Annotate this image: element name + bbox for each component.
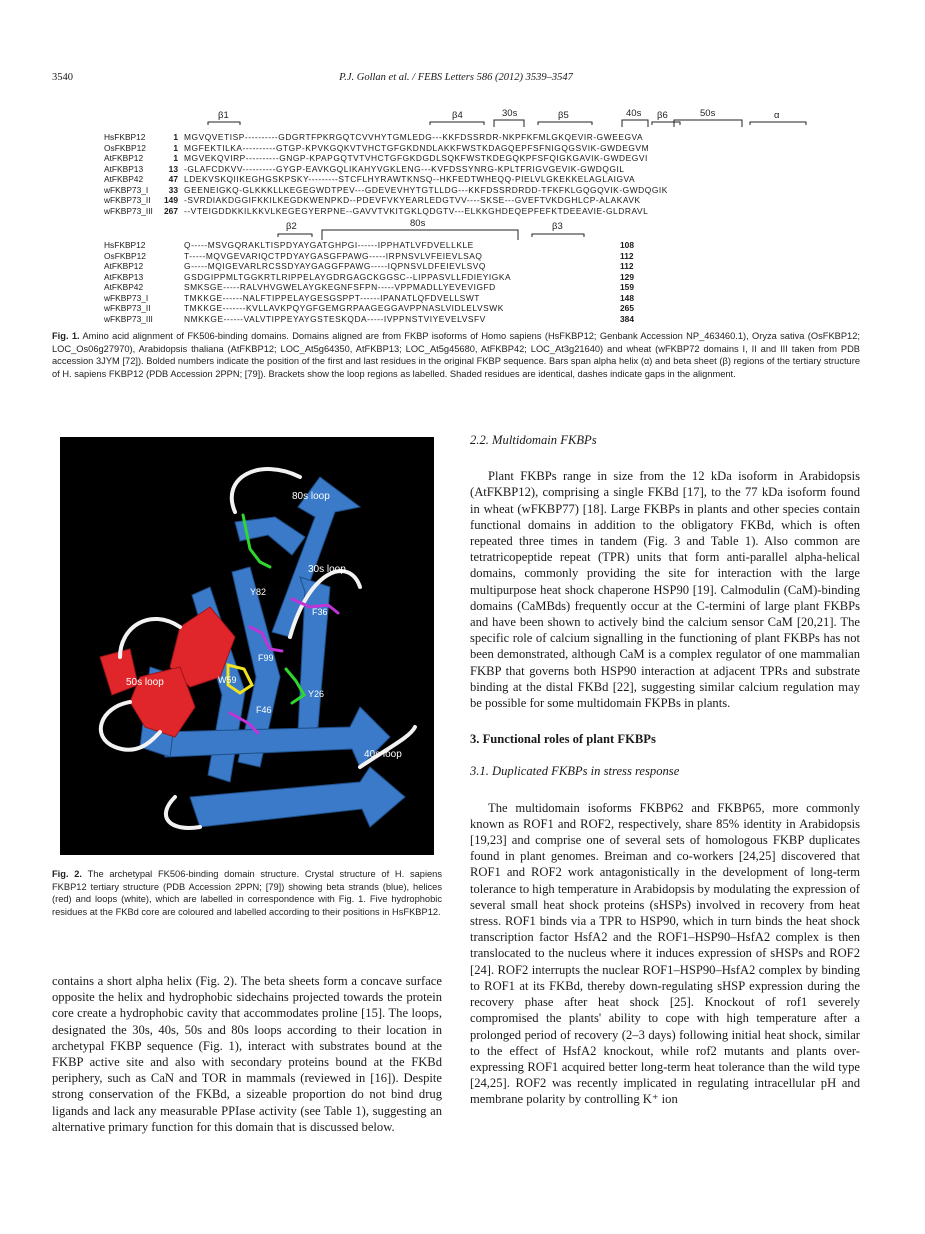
running-header xyxy=(52,72,860,86)
label-f46: F46 xyxy=(256,705,272,715)
beta5-bar xyxy=(538,122,592,125)
label-beta3: β3 xyxy=(552,221,563,232)
right-column-text xyxy=(470,432,860,1108)
label-80s-loop: 80s loop xyxy=(292,491,330,502)
label-80s: 80s xyxy=(410,218,426,229)
figure-2-structure xyxy=(60,437,434,855)
paragraph-helix: contains a short alpha helix (Fig. 2). The beta sheets form a concave surface opposite the helix and hydrophobic sidechains projected towards the protein core create a hydrophobic cavity that accommodates proline [15]. The loops, designated the 30s, 40s, 50s and 80s loops according to their location in archetypal FKBP sequence (Fig. 1), interact with substrates bound at the FKBP active site and also with secondary proteins bound at the FKBd periphery, such as CaN and TOR in mammals (reviewed in [16]). Despite strong conservation of the FKBd, a sizeable proportion do not bind drug ligands and lack any measurable PPIase activity (see Table 1), suggesting an alternative primary function for this domain that is discussed below. xyxy=(52,974,442,1134)
loop80-bracket xyxy=(322,230,518,240)
label-beta1: β1 xyxy=(218,110,229,121)
section-2-2-heading: 2.2. Multidomain FKBPs xyxy=(470,433,597,447)
figure-2-caption: Fig. 2. The archetypal FK506-binding domain structure. Crystal structure of H. sapiens FKBP12 tertiary structure (PDB Accession 2PPN; [79]) showing beta strands (blue), helices (red) and loops (white), which are labelled in correspondence with Fig. 1. Five hydrophobic residues at the FKBd core are coloured and labelled according to their positions in HsFKBP12. xyxy=(52,869,442,917)
label-40s-loop: 40s loop xyxy=(364,749,402,760)
label-y82: Y82 xyxy=(250,587,267,597)
beta2-bar xyxy=(278,234,312,237)
beta1-bar xyxy=(208,122,240,125)
alpha-bar xyxy=(750,122,806,125)
section-3-heading: 3. Functional roles of plant FKBPs xyxy=(470,732,656,747)
loop30-bracket xyxy=(494,120,524,127)
beta6-bar xyxy=(652,122,680,125)
loop40-bracket xyxy=(622,120,648,127)
beta-strand xyxy=(160,707,390,767)
label-30s-loop: 30s loop xyxy=(308,564,346,575)
left-column-text xyxy=(52,973,442,1135)
label-30s: 30s xyxy=(502,108,518,119)
label-beta5: β5 xyxy=(558,110,569,121)
label-50s: 50s xyxy=(700,108,716,119)
paragraph-multidomain: Plant FKBPs range in size from the 12 kDa isoform in Arabidopsis (AtFKBP12), comprising a single FKBd [17], to the 77 kDa isoform found in wheat (wFKBP77) [18]. Large FKBPs in plants and other species contain functional domains in addition to the obligatory FKBd, which is often repeated three times in tandem (Fig. 3 and Table 1). Also common are tetratricopeptide repeat (TPR) units that form anti-parallel alpha-helical domains, commonly providing the site for interaction with the large multipurpose heat shock chaperone HSP90 [19]. Calmodulin (CaM)-binding domains (CaMBds) frequently occur at the C-termini of large plant FKBPs and have been shown to actively bind the calcium sensor CaM [20,21]. The specific role of calcium signalling in the functioning of plant FKBPs has not been demonstrated, although CaM is a complex regulator of one mammalian FKBP that governs both HSP90 interaction at adjacent TPRs and substrate binding at the distal FKBd [22], suggesting similar calcium regulation may be possible for some multidomain FKPBs in plants. xyxy=(470,469,860,711)
beta3-bar xyxy=(532,234,584,237)
journal-citation: P.J. Gollan et al. / FEBS Letters 586 (2012) 3539–3547 xyxy=(339,72,573,83)
protein-ribbon-render xyxy=(60,437,434,855)
label-f36: F36 xyxy=(312,607,328,617)
label-beta4: β4 xyxy=(452,110,463,121)
label-beta2: β2 xyxy=(286,221,297,232)
label-w59: W59 xyxy=(218,675,237,685)
figure-1-caption: Fig. 1. Amino acid alignment of FK506-binding domains. Domains aligned are from FKBP isoforms of Homo sapiens (HsFKBP12; Genbank Accession NP_463460.1), Oryza sativa (OsFKBP12; LOC_Os06g27970), Arabidopsis thaliana (AtFKBP12; LOC_At5g64350, AtFKBP13; LOC_At5g45680, AtFKBP42; LOC_At3g21640) and wheat (wFKBP72 domains I, II and III taken from PDB accession 3JYM [72]). Bolded numbers indicate the position of the first and last residues in the original FKBP sequence. Bars span alpha helix (α) and beta sheet (β) regions of the tertiary structure of H. sapiens FKBP12 (PDB Accession 2PPN; [79]). Brackets show the loop regions as labelled. Shaded residues are identical, dashes indicate gaps in the alignment. xyxy=(52,331,860,379)
label-y26: Y26 xyxy=(308,689,325,699)
beta4-bar xyxy=(430,122,484,125)
label-40s: 40s xyxy=(626,108,642,119)
label-alpha: α xyxy=(774,110,780,121)
label-50s-loop: 50s loop xyxy=(126,677,164,688)
figure-1-alignment: β1 β4 30s β5 40s β6 50s α β2 80s β3 HsFKBP12 1 MGVQVETISP----------GDGRTFPKRGQTCVVHYTGMLEDG---KKFDSSRDR-NKPFKFMLGKQEVIR-GWEEGVA OsFKBP12 1 MGFEKTILKA----------GTGP-KPVKGQKVTVHCTGFGKDNDLAKKFWSTKDAGQEPFSFNIGQGSVIK-GWDEGVM AtFKBP12 1 MGVEKQVIRP----------GNGP-KPAPGQTVTVHCTGFGKDGDLSQKFWSTKDEGQKPFSFQIGKGAVIK-GWDEGVI AtFKBP13 13 -GLAFCDKVV----------GYGP-EAVKGQLIKAHYVGKLENG---KVFDSSYNRG-KPLTFRIGVGEVIK-GWDQGIL AtFKBP42 47 LDEKVSKQIIKEGHGSKPSKY---------STCFLHYRAWTKNSQ--HKFEDTWHEQQ-PIELVLGKEKKELAGLAIGVA wFKBP73_I 33 GEENEIGKQ-GLKKKLLKEGEGWDTPEV---GDEVEVHYTGTLLDG---KKFDSSRDRDD-TFKFKLGQGQVIK-GWDQGIK wFKBP73_II 149 -SVRDIAKDGGIFKKILKEGDKWENPKD--PDEVFVKYEARLEDGTVV----SKSE---GVEFTVKDGHLCP-ALAKAVK wFKBP73_III 267 --VTEIGDDKKILKKVLKEGEGYERPNE--GAVVTVKITGKLQDGTV---ELKKGHDEQEPFEFKTDEEAVIE-GLDRAVL HsFKBP12 Q-----MSVGQRAKLTISPDYAYGATGHPGI------IPPHATLVFDVELLKLE 108 OsFKBP12 T-----MQVGEVARIQCTPDYAYGASGFPAWG-----IRPNSVLVFEIEVLSAQ 112 AtFKBP12 G-----MQIGEVARLRCSSDYAYGAGGFPAWG-----IQPNSVLDFEIEVLSVQ 112 AtFKBP13 GSDGIPPMLTGGKRTLRIPPELAYGDRGAGCKGGSC--LIPPASVLLFDIEYIGKA 129 AtFKBP42 SMKSGE-----RALVHVGWELAYGKEGNFSFPN-----VPPMADLLYEVEVIGFD 159 wFKBP73_I TMKKGE------NALFTIPPELAYGESGSPPT------IPANATLQFDVELLSWT 148 wFKBP73_II TMKKGE-------KVLLAVKPQYGFGEMGRPAAGEGGAVPPNASLVIDLELVSWK 265 wFKBP73_III NMKKGE------VALVTIPPEYAYGSTESKQDA-----IVPPNSTVIYEVELVSFV 384 xyxy=(100,108,810,318)
loop-80s xyxy=(232,469,300,512)
loop50-bracket xyxy=(674,120,742,127)
label-f99: F99 xyxy=(258,653,274,663)
section-3-1-heading: 3.1. Duplicated FKBPs in stress response xyxy=(470,764,680,779)
label-beta6: β6 xyxy=(657,110,668,121)
paragraph-rof: The multidomain isoforms FKBP62 and FKBP65, more commonly known as ROF1 and ROF2, respectively, share 85% identity in Arabidopsis [19,23] and comprise one of several sets of homologous FKBP duplicates found in plant genomes. Breiman and co-workers [24,25] discovered that ROF1 and ROF2 work antagonistically in the development of long-term tolerance to high temperature in Arabidopsis by modulating the expression of several small heat shock proteins (sHSPs) involved in recovery from heat stress. ROF1 binds via a TPR to HSP90, which in turn binds the heat shock transcription factor HsfA2 and the ROF1–HSP90–HsfA2 complex is then translocated to the nucleus where it induces expression of sHSPs and ROF2 [24]. ROF2 interrupts the nuclear ROF1–HSP90–HsfA2 complex by binding to ROF1 at its FKBd, thereby down-regulating sHSP expression during the recovery phase after heat shock [25]. Knockout of rof1 severely compromised the plants' ability to cope with high temperature after a prolonged period of recovery (2–3 days) following initial heat shock, similar to the effect of HsfA2 knockout, while rof2 mutants and plants over-expressing ROF1 acquired better long-term heat tolerance than the wild type [24,25]. ROF2 was recently implicated in regulating intracellular pH and membrane polarity by controlling K⁺ ion xyxy=(470,800,860,1107)
page-number: 3540 xyxy=(52,72,73,83)
